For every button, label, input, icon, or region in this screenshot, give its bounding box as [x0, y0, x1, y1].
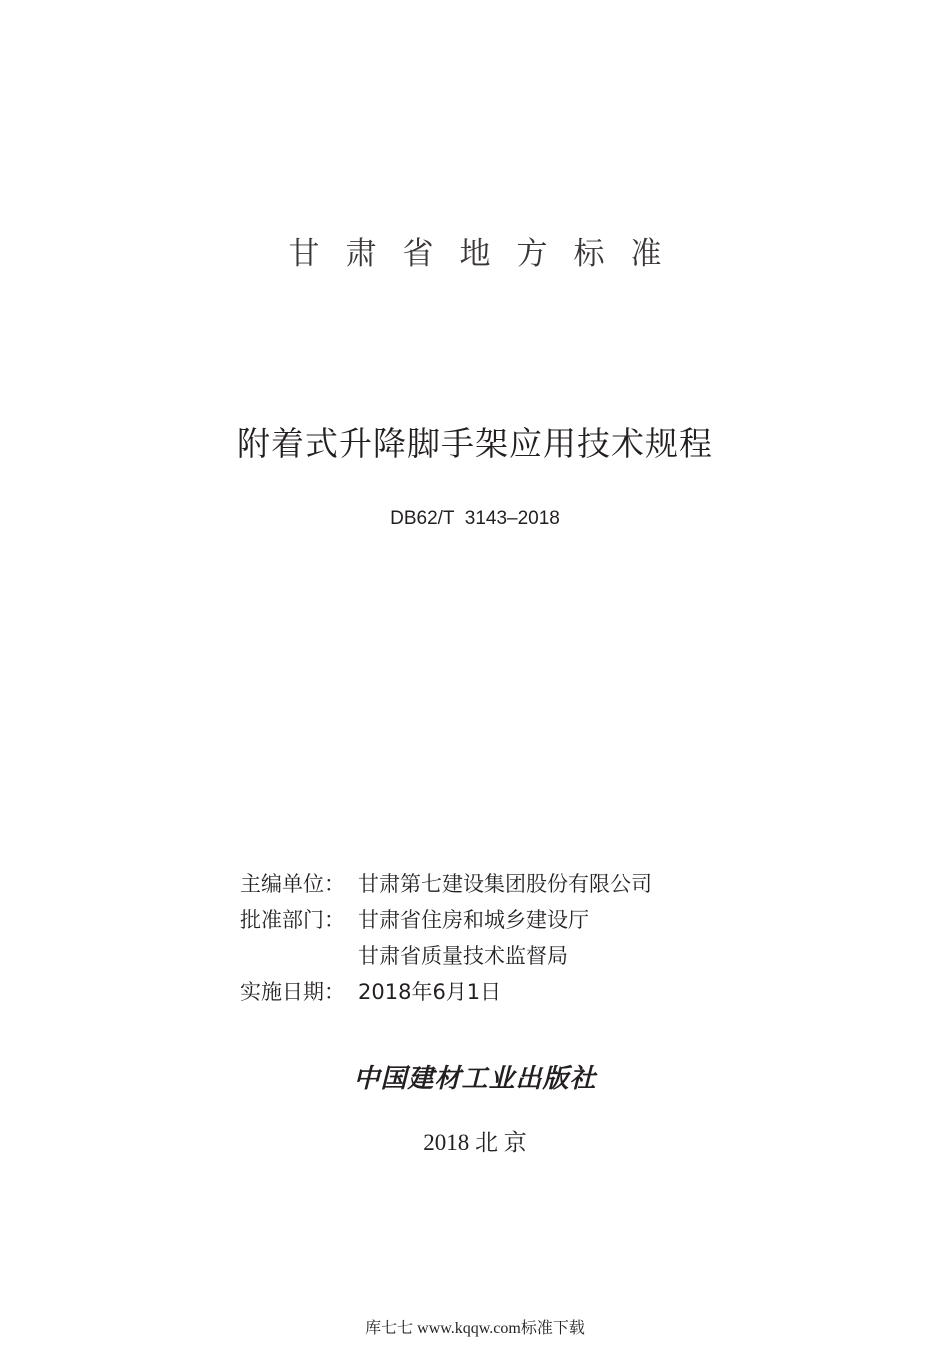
editor-row	[240, 866, 652, 902]
footer-watermark: 库七七 www.kqqw.com标准下载	[365, 1320, 585, 1337]
date-value: 2018年6月1日	[358, 980, 502, 1004]
document-info-block	[240, 866, 652, 1010]
approval-row-2	[240, 938, 652, 974]
approval-row	[240, 902, 652, 938]
editor-label: 主编单位：	[240, 872, 345, 896]
publication-place: 2018 北 京	[423, 1130, 527, 1155]
approval-value-1: 甘肃省住房和城乡建设厅	[358, 908, 589, 932]
standard-code: DB62/T 3143–2018	[390, 508, 560, 529]
approval-value-2: 甘肃省质量技术监督局	[358, 944, 568, 968]
document-title: 附着式升降脚手架应用技术规程	[237, 424, 713, 463]
approval-label-spacer	[240, 938, 358, 974]
date-row	[240, 974, 652, 1010]
standard-series-heading: 甘肃省地方标准	[288, 236, 688, 272]
publisher-name: 中国建材工业出版社	[353, 1064, 597, 1094]
date-label: 实施日期：	[240, 980, 345, 1004]
approval-label: 批准部门：	[240, 908, 345, 932]
editor-value: 甘肃第七建设集团股份有限公司	[358, 872, 652, 896]
